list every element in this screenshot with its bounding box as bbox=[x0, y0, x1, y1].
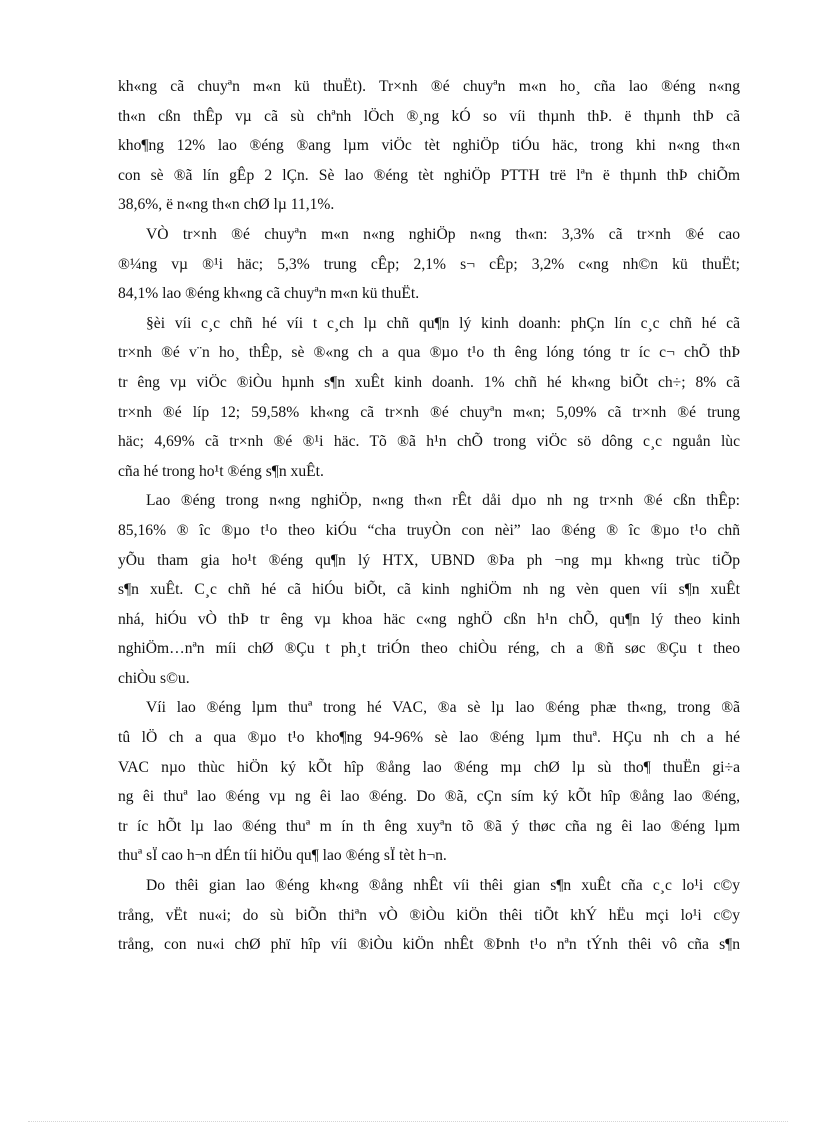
body-text bbox=[118, 72, 740, 960]
text-line: cña hé trong ho¹t ®éng s¶n xuÊt. bbox=[118, 462, 324, 480]
text-line: 84,1% lao ®éng kh«ng cã chuyªn m«n kü thuËt. bbox=[118, 285, 420, 303]
text-line: chiÒu s©u. bbox=[118, 669, 190, 687]
text-line: nhá, hiÓu vÒ thÞ tr êng vµ khoa häc c«ng nghÖ cßn h¹n chÕ, qu¶n lý theo kinh bbox=[118, 610, 740, 628]
text-line: yÕu tham gia ho¹t ®éng qu¶n lý HTX, UBND ®Þa ph ¬ng mµ kh«ng trùc tiÕp bbox=[118, 551, 740, 569]
text-line: häc; 4,69% cã tr×nh ®é ®¹i häc. Tõ ®ã h¹n chÕ trong viÖc sö dông c¸c nguån lùc bbox=[118, 433, 740, 451]
paragraph bbox=[118, 220, 740, 309]
text-line: trång, vËt nu«i; do sù biÕn thiªn vÒ ®iÒu kiÖn thêi tiÕt khÝ hËu mçi lo¹i c©y bbox=[118, 906, 740, 924]
text-line: ®¼ng vµ ®¹i häc; 5,3% trung cÊp; 2,1% s¬ cÊp; 3,2% c«ng nh©n kü thuËt; bbox=[118, 255, 740, 273]
paragraph bbox=[118, 693, 740, 871]
text-line: Víi lao ®éng lµm thuª trong hé VAC, ®a sè lµ lao ®éng phæ th«ng, trong ®ã bbox=[146, 699, 740, 717]
text-line: VÒ tr×nh ®é chuyªn m«n n«ng nghiÖp n«ng th«n: 3,3% cã tr×nh ®é cao bbox=[146, 225, 740, 243]
text-line: th«n cßn thÊp vµ cã sù chªnh lÖch ®¸ng kÓ so víi thµnh thÞ. ë thµnh thÞ cã bbox=[118, 107, 740, 125]
text-line: Lao ®éng trong n«ng nghiÖp, n«ng th«n rÊt dåi dµo nh ng tr×nh ®é cßn thÊp: bbox=[146, 492, 740, 510]
text-line: s¶n xuÊt. C¸c chñ hé cã hiÓu biÕt, cã kinh nghiÖm nh ng vèn quen víi s¶n xuÊt bbox=[118, 581, 740, 599]
text-line: tû lÖ ch a qua ®µo t¹o kho¶ng 94-96% sè lao ®éng lµm thuª. HÇu nh ch a hé bbox=[118, 729, 740, 747]
text-line: tr×nh ®é líp 12; 59,58% kh«ng cã tr×nh ®é chuyªn m«n; 5,09% cã tr×nh ®é trung bbox=[118, 403, 740, 421]
text-line: ng êi thuª lao ®éng vµ ng êi lao ®éng. Do ®ã, cÇn sím ký kÕt hîp ®ång lao ®éng, bbox=[118, 788, 740, 806]
text-line: 85,16% ® îc ®µo t¹o theo kiÓu “cha truyÒn con nèi” lao ®éng ® îc ®µo t¹o chñ bbox=[118, 521, 740, 539]
paragraph bbox=[118, 871, 740, 960]
page-bottom-dotted-rule bbox=[28, 1121, 788, 1122]
paragraph bbox=[118, 309, 740, 487]
text-line: trång, con nu«i chØ phï hîp víi ®iÒu kiÖn nhÊt ®Þnh t¹o nªn tÝnh thêi vô cña s¶n bbox=[118, 936, 740, 954]
text-line: §èi víi c¸c chñ hé víi t c¸ch lµ chñ qu¶n lý kinh doanh: phÇn lín c¸c chñ hé cã bbox=[146, 314, 740, 332]
text-line: tr×nh ®é v¨n ho¸ thÊp, sè ®«ng ch a qua ®µo t¹o th êng lóng tóng tr íc c¬ chÕ thÞ bbox=[118, 344, 740, 362]
text-line: kho¶ng 12% lao ®éng ®ang lµm viÖc tèt nghiÖp tiÓu häc, trong khi n«ng th«n bbox=[118, 137, 740, 155]
text-line: VAC nµo thùc hiÖn ký kÕt hîp ®ång lao ®éng mµ chØ lµ sù tho¶ thuËn gi÷a bbox=[118, 758, 740, 776]
text-line: kh«ng cã chuyªn m«n kü thuËt). Tr×nh ®é chuyªn m«n ho¸ cña lao ®éng n«ng bbox=[118, 78, 740, 95]
paragraph bbox=[118, 72, 740, 220]
text-line: 38,6%, ë n«ng th«n chØ lµ 11,1%. bbox=[118, 196, 335, 214]
text-line: nghiÖm…nªn míi chØ ®Çu t ph¸t triÓn theo chiÒu réng, ch a ®ñ søc ®Çu t theo bbox=[118, 640, 740, 658]
text-line: Do thêi gian lao ®éng kh«ng ®ång nhÊt víi thêi gian s¶n xuÊt cña c¸c lo¹i c©y bbox=[146, 877, 740, 895]
text-line: thuª sÏ cao h¬n dÉn tíi hiÖu qu¶ lao ®éng sÏ tèt h¬n. bbox=[118, 847, 447, 865]
text-line: tr êng vµ viÖc ®iÒu hµnh s¶n xuÊt kinh doanh. 1% chñ hé kh«ng biÕt ch÷; 8% cã bbox=[118, 373, 740, 391]
text-line: con sè ®ã lín gÊp 2 lÇn. Sè lao ®éng tèt nghiÖp PTTH trë lªn ë thµnh thÞ chiÕm bbox=[118, 166, 740, 184]
paragraph bbox=[118, 486, 740, 693]
text-line: tr íc hÕt lµ lao ®éng thuª m ín th êng xuyªn tõ ®ã ý thøc cña ng êi lao ®éng lµm bbox=[118, 817, 740, 835]
